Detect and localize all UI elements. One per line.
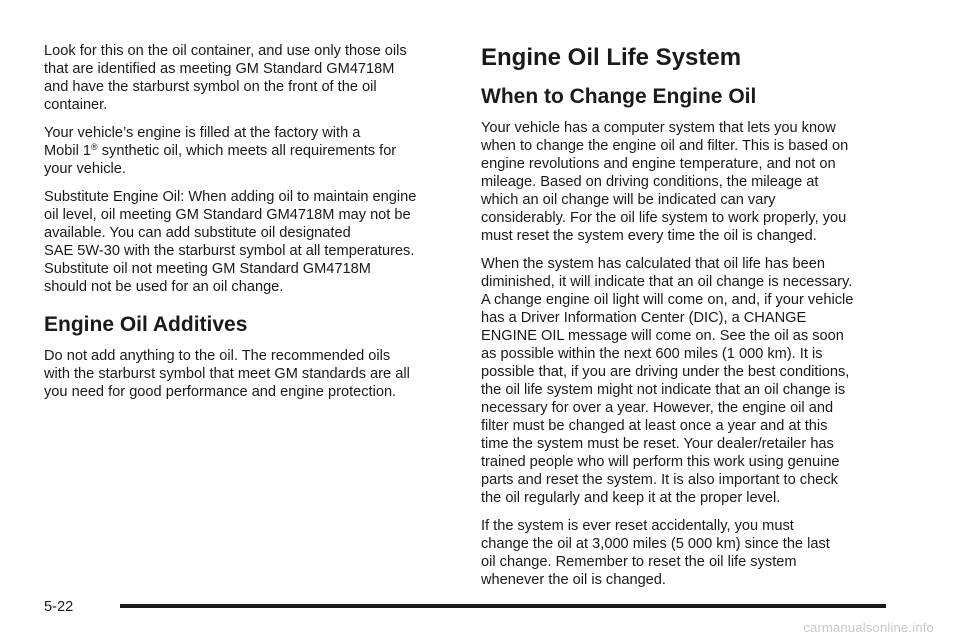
additives-heading: Engine Oil Additives <box>44 313 248 336</box>
computer-system-paragraph: Your vehicle has a computer system that lets you know when to change the engine oil and filter. This is based on engine revolutions and engine temperature, and not on mileage. Based on driving conditions, the mileage at which an oil change will be indicated can vary considerably. For the oil life system to work properly, you must reset the system every time the oil is changed. <box>481 120 849 244</box>
factory-fill-text-a: Your vehicle’s engine is filled at the factory with a Mobil 1 <box>44 125 361 159</box>
factory-fill-text-b: synthetic oil, which meets all requirements for your vehicle. <box>44 143 397 177</box>
substitute-oil-paragraph: Substitute Engine Oil: When adding oil to maintain engine oil level, oil meeting GM Standard GM4718M may not be available. You can add substitute oil designated SAE 5W-30 with the starburst symbol at all temperatures. Substitute oil not meeting GM Standard GM4718M should not be used for an oil change. <box>44 189 417 295</box>
oil-life-diminished-paragraph: When the system has calculated that oil life has been diminished, it will indicate that an oil change is necessary. A change engine oil light will come on, and, if your vehicle has a Driver Information Center (DIC), a CHANGE ENGINE OIL message will come on. See the oil as soon as possible within the next 600 miles (1 000 km). It is possible that, if you are driving under the best conditions, the oil life system might not indicate that an oil change is necessary for over a year. However, the engine oil and filter must be changed at least once a year and at this time the system must be reset. Your dealer/retailer has trained people who will perform this work using genuine parts and reset the system. It is also important to check the oil regularly and keep it at the proper level. <box>481 256 854 506</box>
oil-container-paragraph: Look for this on the oil container, and use only those oils that are identified as meeting GM Standard GM4718M and have the starburst symbol on the front of the oil container. <box>44 43 407 113</box>
reset-accidentally-paragraph: If the system is ever reset accidentally, you must change the oil at 3,000 miles (5 000 km) since the last oil change. Remember to reset the oil life system whenever the oil is changed. <box>481 518 830 588</box>
page-number: 5-22 <box>44 599 74 615</box>
additives-paragraph: Do not add anything to the oil. The recommended oils with the starburst symbol that meet GM standards are all you need for good performance and engine protection. <box>44 348 410 400</box>
oil-life-system-heading: Engine Oil Life System <box>481 44 742 71</box>
left-column <box>44 42 449 411</box>
footer-rule <box>120 604 886 608</box>
factory-fill-paragraph <box>44 124 449 178</box>
right-column <box>481 44 886 599</box>
watermark: carmanualsonline.info <box>803 620 934 635</box>
registered-mark: ® <box>91 142 98 152</box>
when-to-change-heading: When to Change Engine Oil <box>481 85 757 108</box>
